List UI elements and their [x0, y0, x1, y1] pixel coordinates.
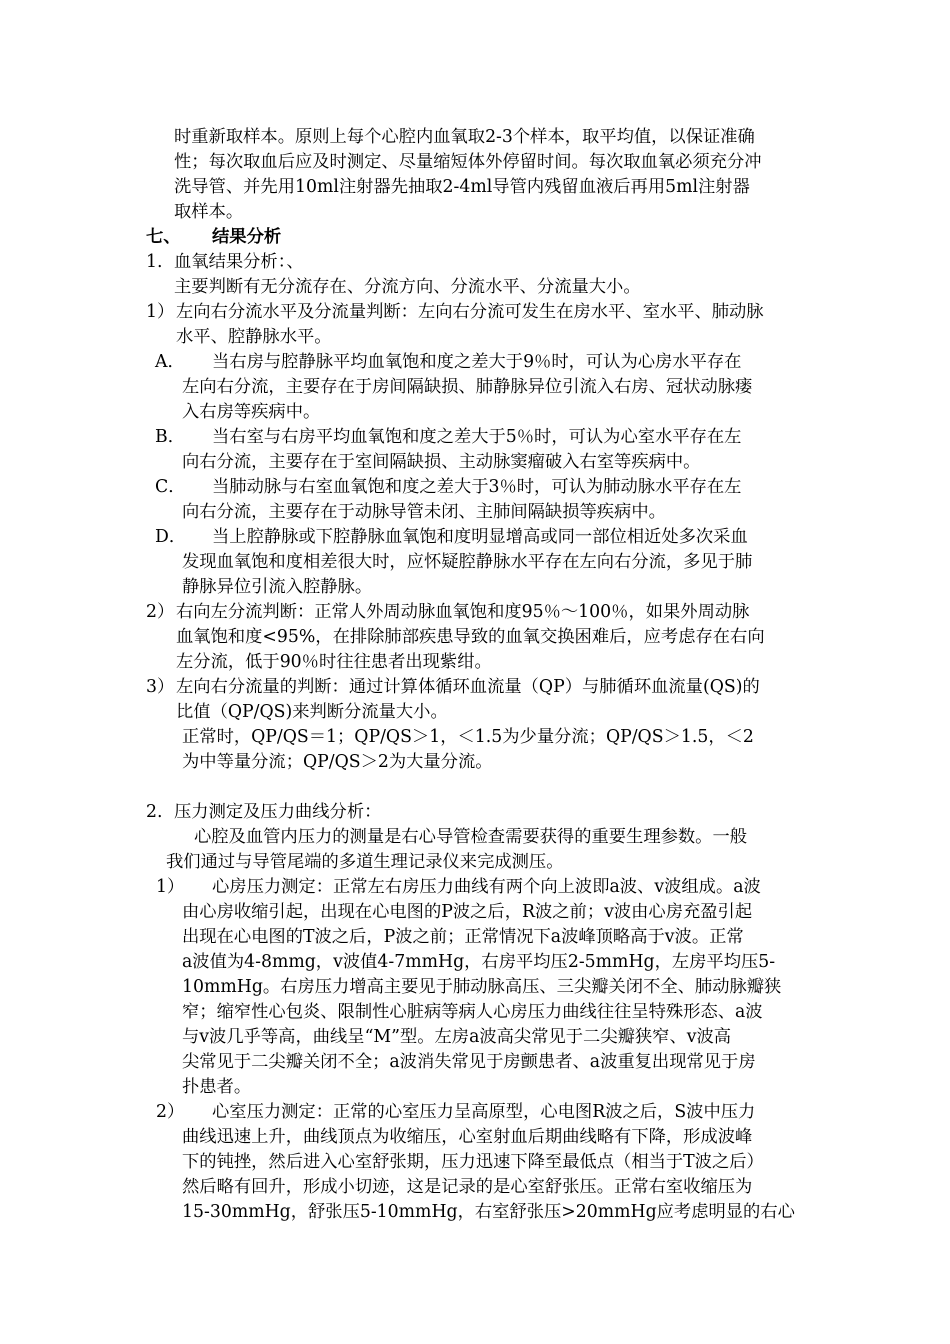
text-line: 当右室与右房平均血氧饱和度之差大于5％时，可认为心室水平存在左 — [212, 427, 742, 447]
list-label: C． — [155, 477, 186, 497]
list-number: 1） — [146, 302, 175, 322]
text-line: 出现在心电图的T波之后，P波之前；正常情况下a波峰顶略高于v波。正常 — [182, 927, 744, 947]
text-line: 时重新取样本。原则上每个心腔内血氧取2-3个样本，取平均值，以保证准确 — [174, 127, 755, 147]
list-number: 2） — [146, 602, 175, 622]
text-line: 当上腔静脉或下腔静脉血氧饱和度明显增高或同一部位相近处多次采血 — [212, 527, 748, 547]
list-label: B． — [155, 427, 185, 447]
text-line: 入右房等疾病中。 — [182, 402, 321, 422]
text-line: 比值（QP/QS)来判断分流量大小。 — [176, 702, 448, 722]
text-line: 然后略有回升，形成小切迹，这是记录的是心室舒张压。正常右室收缩压为 — [182, 1177, 753, 1197]
text-line: 为中等量分流；QP/QS＞2为大量分流。 — [182, 752, 493, 772]
list-label: D． — [155, 527, 187, 547]
text-line: 左向右分流量的判断：通过计算体循环血流量（QP）与肺循环血流量(QS)的 — [176, 677, 760, 697]
text-line: 10mmHg。右房压力增高主要见于肺动脉高压、三尖瓣关闭不全、肺动脉瓣狭 — [182, 977, 782, 997]
list-label: A． — [155, 352, 185, 372]
text-line: 扑患者。 — [182, 1077, 252, 1097]
text-line: 静脉异位引流入腔静脉。 — [182, 577, 373, 597]
text-line: 心室压力测定：正常的心室压力呈高原型，心电图R波之后，S波中压力 — [212, 1102, 756, 1122]
list-number: 2. — [146, 802, 163, 822]
text-line: 由心房收缩引起，出现在心电图的P波之后，R波之前；v波由心房充盈引起 — [182, 902, 753, 922]
text-line: a波值为4-8mmg，v波值4-7mmHg，右房平均压2-5mmHg，左房平均压5- — [182, 952, 776, 972]
text-line: 15-30mmHg，舒张压5-10mmHg，右室舒张压>20mmHg应考虑明显的右心 — [182, 1202, 795, 1222]
list-number: 2） — [156, 1102, 185, 1122]
text-line: 性；每次取血后应及时测定、尽量缩短体外停留时间。每次取血氧必须充分冲 — [174, 152, 762, 172]
section-number: 七、 — [146, 227, 181, 247]
text-line: 右向左分流判断：正常人外周动脉血氧饱和度95％～100％，如果外周动脉 — [176, 602, 750, 622]
text-line: 正常时，QP/QS＝1；QP/QS＞1，＜1.5为少量分流；QP/QS＞1.5，＜2 — [182, 727, 754, 747]
text-line: 窄；缩窄性心包炎、限制性心脏病等病人心房压力曲线往往呈特殊形态、a波 — [182, 1002, 763, 1022]
text-line: 向右分流，主要存在于动脉导管未闭、主肺间隔缺损等疾病中。 — [182, 502, 666, 522]
text-line: 左向右分流水平及分流量判断：左向右分流可发生在房水平、室水平、肺动脉 — [176, 302, 764, 322]
text-line: 水平、腔静脉水平。 — [176, 327, 332, 347]
text-line: 左分流，低于90％时往往患者出现紫绀。 — [176, 652, 492, 672]
text-line: 主要判断有无分流存在、分流方向、分流水平、分流量大小。 — [174, 277, 641, 297]
text-line: 血氧饱和度<95%，在排除肺部疾患导致的血氧交换困难后，应考虑存在右向 — [176, 627, 765, 647]
subheading: 血氧结果分析：、 — [174, 252, 304, 272]
list-number: 3） — [146, 677, 175, 697]
text-line: 心房压力测定：正常左右房压力曲线有两个向上波即a波、v波组成。a波 — [212, 877, 761, 897]
text-line: 当肺动脉与右室血氧饱和度之差大于3％时，可认为肺动脉水平存在左 — [212, 477, 742, 497]
text-line: 与v波几乎等高，曲线呈“M”型。左房a波高尖常见于二尖瓣狭窄、v波高 — [182, 1027, 732, 1047]
text-line: 当右房与腔静脉平均血氧饱和度之差大于9％时，可认为心房水平存在 — [212, 352, 742, 372]
text-line: 左向右分流，主要存在于房间隔缺损、肺静脉异位引流入右房、冠状动脉瘘 — [182, 377, 753, 397]
text-line: 取样本。 — [174, 202, 244, 222]
text-line: 向右分流，主要存在于室间隔缺损、主动脉窦瘤破入右室等疾病中。 — [182, 452, 701, 472]
list-number: 1） — [156, 877, 185, 897]
section-title: 结果分析 — [212, 227, 282, 247]
text-line: 曲线迅速上升，曲线顶点为收缩压，心室射血后期曲线略有下降，形成波峰 — [182, 1127, 753, 1147]
text-line: 发现血氧饱和度相差很大时，应怀疑腔静脉水平存在左向右分流，多见于肺 — [182, 552, 753, 572]
list-number: 1. — [146, 252, 163, 272]
text-line: 心腔及血管内压力的测量是右心导管检查需要获得的重要生理参数。一般 — [194, 827, 748, 847]
text-line: 洗导管、并先用10ml注射器先抽取2-4ml导管内残留血液后再用5ml注射器 — [174, 177, 750, 197]
subheading: 压力测定及压力曲线分析： — [174, 802, 382, 822]
text-line: 尖常见于二尖瓣关闭不全；a波消失常见于房颤患者、a波重复出现常见于房 — [182, 1052, 756, 1072]
text-line: 下的钝挫，然后进入心室舒张期，压力迅速下降至最低点（相当于T波之后） — [182, 1152, 764, 1172]
text-line: 我们通过与导管尾端的多道生理记录仪来完成测压。 — [166, 852, 564, 872]
